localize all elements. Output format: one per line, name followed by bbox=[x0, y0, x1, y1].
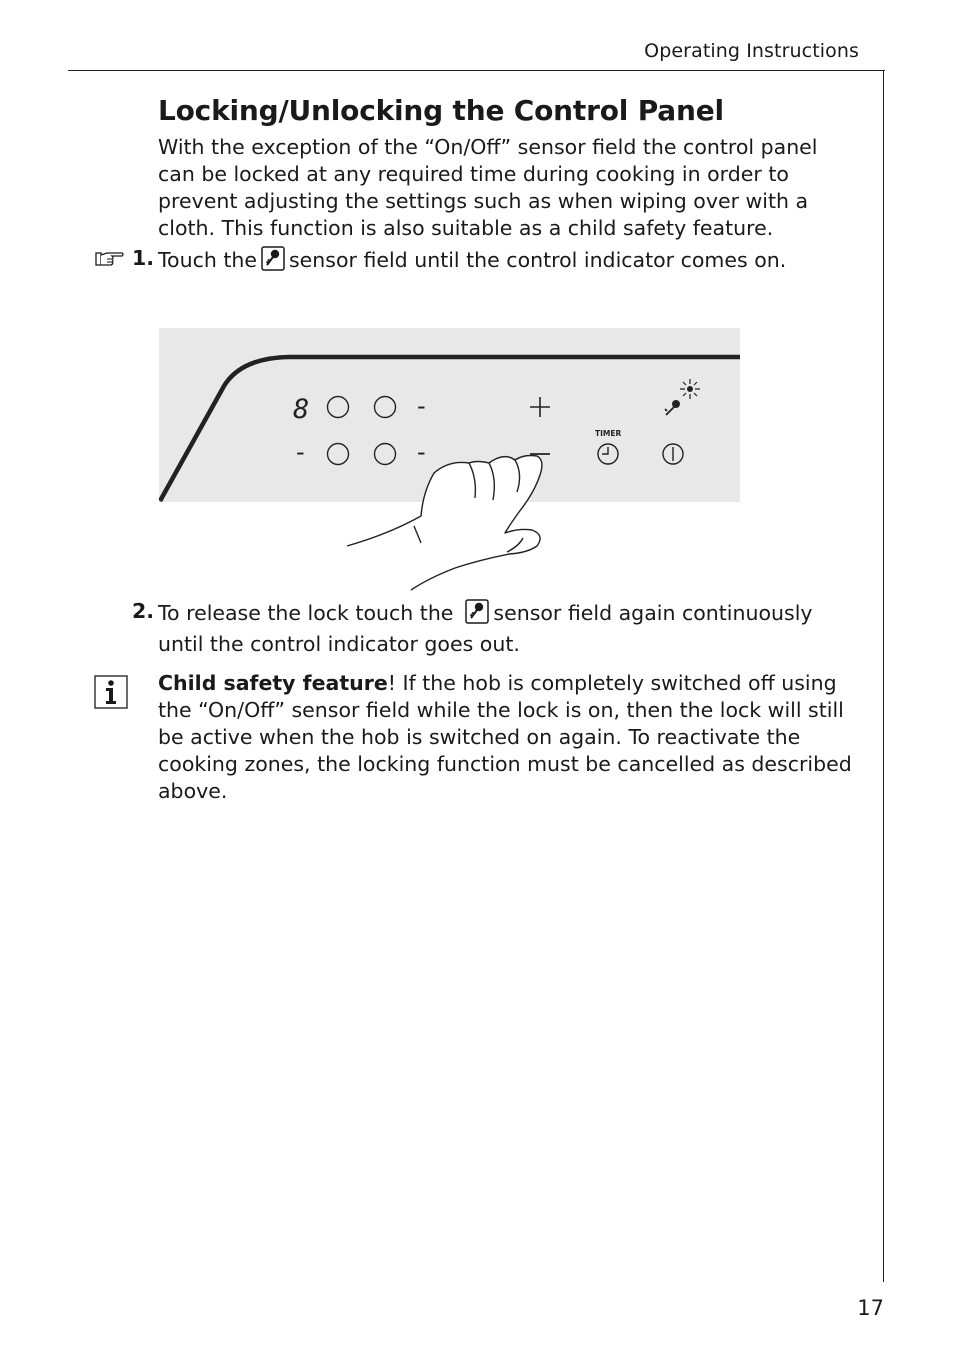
minus-sign: - bbox=[296, 438, 305, 466]
step-2-text bbox=[158, 599, 858, 658]
child-safety-text: ! If the hob is completely switched off using the “On/Off” sensor field while the lock is on, then the lock will still be active when the hob is switched on again. To reactivate the cooking zones, the locking function must be cancelled as described above. bbox=[158, 671, 852, 803]
hand-pointer-icon bbox=[94, 248, 126, 274]
step-2-after: sensor field again continuously until the control indicator goes out. bbox=[158, 601, 813, 656]
info-icon bbox=[94, 675, 128, 713]
margin-rule bbox=[883, 70, 884, 1282]
page-number: 17 bbox=[857, 1296, 884, 1320]
step-1-text bbox=[158, 246, 858, 278]
minus-sign: - bbox=[417, 438, 426, 466]
key-lock-icon bbox=[261, 246, 285, 278]
minus-sign: - bbox=[417, 392, 426, 420]
timer-label: TIMER bbox=[595, 429, 622, 438]
child-safety-paragraph bbox=[158, 670, 858, 805]
step-1-before: Touch the bbox=[158, 248, 257, 272]
child-safety-heading: Child safety feature bbox=[158, 671, 388, 695]
step-1-after: sensor field until the control indicator comes on. bbox=[289, 248, 787, 272]
step-1-number: 1. bbox=[132, 246, 155, 270]
display-digit: 8 bbox=[293, 394, 310, 425]
section-title: Locking/Unlocking the Control Panel bbox=[158, 94, 724, 127]
key-lock-icon bbox=[465, 599, 489, 631]
intro-paragraph: With the exception of the “On/Off” sensor field the control panel can be locked at any required time during cooking in order to prevent adjusting the settings such as when wiping over with a cloth. This function is also suitable as a child safety feature. bbox=[158, 135, 818, 240]
step-2-before: To release the lock touch the bbox=[158, 601, 454, 625]
header-rule bbox=[68, 70, 885, 71]
running-header: Operating Instructions bbox=[644, 40, 859, 62]
control-panel-diagram bbox=[159, 328, 741, 597]
step-2-number: 2. bbox=[132, 599, 155, 623]
